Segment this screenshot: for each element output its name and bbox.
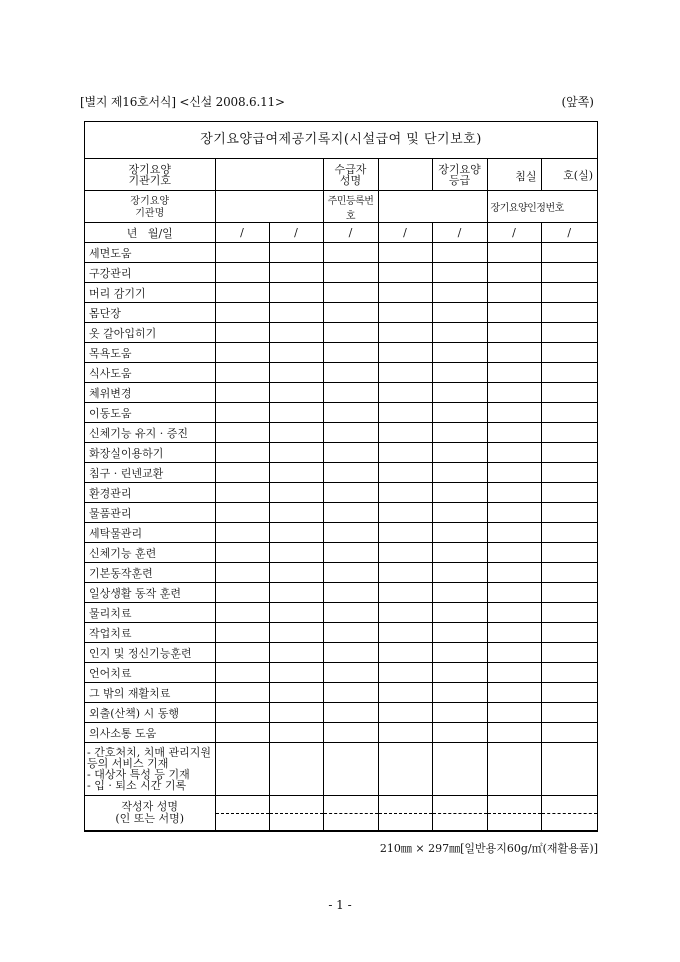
service-row-cell[interactable] bbox=[378, 263, 432, 283]
signature-cell[interactable] bbox=[432, 796, 487, 831]
service-row bbox=[85, 723, 597, 743]
record-table bbox=[85, 159, 597, 831]
service-row-cell[interactable] bbox=[215, 623, 269, 643]
service-row-cell[interactable] bbox=[541, 503, 597, 523]
service-row-cell[interactable] bbox=[215, 243, 269, 263]
service-row-cell[interactable] bbox=[323, 603, 378, 623]
service-row-label: 몸단장 bbox=[85, 303, 215, 323]
service-row-cell[interactable] bbox=[487, 443, 541, 463]
service-row-cell[interactable] bbox=[215, 503, 269, 523]
service-row-cell[interactable] bbox=[269, 703, 323, 723]
service-row-cell[interactable] bbox=[487, 483, 541, 503]
service-row-cell[interactable] bbox=[487, 523, 541, 543]
service-row-cell[interactable] bbox=[432, 403, 487, 423]
date-cell[interactable]: / bbox=[432, 223, 487, 243]
service-row-cell[interactable] bbox=[432, 603, 487, 623]
date-cell[interactable]: / bbox=[487, 223, 541, 243]
service-row-cell[interactable] bbox=[378, 423, 432, 443]
service-row-cell[interactable] bbox=[323, 363, 378, 383]
dashed-divider bbox=[270, 813, 323, 814]
service-row-label: 이동도움 bbox=[85, 403, 215, 423]
service-row-cell[interactable] bbox=[323, 583, 378, 603]
service-row-cell[interactable] bbox=[323, 683, 378, 703]
service-row-cell[interactable] bbox=[432, 283, 487, 303]
dashed-divider bbox=[324, 813, 378, 814]
date-label: 년 월/일 bbox=[85, 223, 215, 243]
service-row-cell[interactable] bbox=[215, 663, 269, 683]
service-row-cell[interactable] bbox=[487, 283, 541, 303]
service-row bbox=[85, 263, 597, 283]
service-row-cell[interactable] bbox=[432, 243, 487, 263]
service-row bbox=[85, 423, 597, 443]
service-row-cell[interactable] bbox=[487, 723, 541, 743]
service-row-cell[interactable] bbox=[269, 303, 323, 323]
form-title: 장기요양급여제공기록지(시설급여 및 단기보호) bbox=[85, 122, 597, 159]
service-row-cell[interactable] bbox=[323, 263, 378, 283]
service-row-cell[interactable] bbox=[269, 583, 323, 603]
service-row-cell[interactable] bbox=[487, 463, 541, 483]
service-row bbox=[85, 463, 597, 483]
service-row bbox=[85, 703, 597, 723]
record-form bbox=[84, 121, 598, 832]
service-row-cell[interactable] bbox=[269, 563, 323, 583]
cert-no-label: 장기요양인정번호 bbox=[490, 203, 564, 214]
service-row-cell[interactable] bbox=[541, 543, 597, 563]
service-row-cell[interactable] bbox=[215, 683, 269, 703]
service-row-cell[interactable] bbox=[432, 263, 487, 283]
service-row-cell[interactable] bbox=[323, 723, 378, 743]
service-row-label: 물품관리 bbox=[85, 503, 215, 523]
service-row-label: 환경관리 bbox=[85, 483, 215, 503]
service-row bbox=[85, 343, 597, 363]
service-row-cell[interactable] bbox=[432, 363, 487, 383]
service-row-cell[interactable] bbox=[487, 583, 541, 603]
service-row-cell[interactable] bbox=[269, 283, 323, 303]
service-row-cell[interactable] bbox=[215, 643, 269, 663]
service-row-cell[interactable] bbox=[269, 323, 323, 343]
service-row-label: 구강관리 bbox=[85, 263, 215, 283]
service-row-cell[interactable] bbox=[378, 543, 432, 563]
service-row-cell[interactable] bbox=[541, 283, 597, 303]
service-row-cell[interactable] bbox=[269, 263, 323, 283]
service-row-cell[interactable] bbox=[215, 523, 269, 543]
service-row-cell[interactable] bbox=[323, 503, 378, 523]
service-row-cell[interactable] bbox=[432, 503, 487, 523]
dashed-divider bbox=[488, 813, 541, 814]
service-row-cell[interactable] bbox=[269, 663, 323, 683]
signature-row-label: 작성자 성명 (인 또는 서명) bbox=[85, 796, 215, 831]
service-row-cell[interactable] bbox=[323, 463, 378, 483]
service-row-cell[interactable] bbox=[487, 543, 541, 563]
service-row-cell[interactable] bbox=[323, 283, 378, 303]
grade-field[interactable] bbox=[487, 159, 541, 191]
service-row-cell[interactable] bbox=[323, 443, 378, 463]
form-number: [별지 제16호서식] <신설 2008.6.11> bbox=[80, 95, 285, 109]
service-row-cell[interactable] bbox=[269, 443, 323, 463]
institution-name-field[interactable] bbox=[215, 191, 323, 223]
page-side-label: (앞쪽) bbox=[561, 95, 594, 109]
notes-row-cell[interactable] bbox=[378, 743, 432, 796]
service-row-cell[interactable] bbox=[269, 543, 323, 563]
service-row-cell[interactable] bbox=[487, 243, 541, 263]
date-cell[interactable]: / bbox=[378, 223, 432, 243]
service-row-cell[interactable] bbox=[541, 343, 597, 363]
service-row bbox=[85, 663, 597, 683]
service-row-cell[interactable] bbox=[215, 263, 269, 283]
service-row-label: 침구 · 린넨교환 bbox=[85, 463, 215, 483]
dashed-divider bbox=[433, 813, 487, 814]
service-row-cell[interactable] bbox=[432, 343, 487, 363]
service-row-cell[interactable] bbox=[541, 643, 597, 663]
signature-cell[interactable] bbox=[269, 796, 323, 831]
dashed-divider bbox=[542, 813, 598, 814]
service-row-cell[interactable] bbox=[269, 503, 323, 523]
service-row-cell[interactable] bbox=[541, 623, 597, 643]
service-row-cell[interactable] bbox=[378, 323, 432, 343]
service-row-cell[interactable] bbox=[487, 343, 541, 363]
service-row-cell[interactable] bbox=[378, 363, 432, 383]
service-row-cell[interactable] bbox=[378, 283, 432, 303]
service-row bbox=[85, 303, 597, 323]
service-row-label: 인지 및 정신기능훈련 bbox=[85, 643, 215, 663]
service-row-cell[interactable] bbox=[487, 363, 541, 383]
service-row-cell[interactable] bbox=[323, 323, 378, 343]
service-row bbox=[85, 683, 597, 703]
service-row-label: 기본동작훈련 bbox=[85, 563, 215, 583]
service-row-cell[interactable] bbox=[432, 643, 487, 663]
service-row-cell[interactable] bbox=[378, 303, 432, 323]
service-row bbox=[85, 243, 597, 263]
service-row-cell[interactable] bbox=[432, 683, 487, 703]
service-row-cell[interactable] bbox=[487, 423, 541, 443]
service-row bbox=[85, 563, 597, 583]
service-row-cell[interactable] bbox=[541, 463, 597, 483]
service-row bbox=[85, 363, 597, 383]
service-row-cell[interactable] bbox=[541, 323, 597, 343]
service-row-label: 세탁물관리 bbox=[85, 523, 215, 543]
service-row-cell[interactable] bbox=[541, 603, 597, 623]
service-row-cell[interactable] bbox=[215, 723, 269, 743]
service-row-cell[interactable] bbox=[487, 503, 541, 523]
service-row bbox=[85, 643, 597, 663]
service-row bbox=[85, 503, 597, 523]
service-row-cell[interactable] bbox=[215, 463, 269, 483]
service-row bbox=[85, 623, 597, 643]
service-row-cell[interactable] bbox=[323, 483, 378, 503]
cert-no-cell[interactable] bbox=[487, 191, 597, 223]
service-row-cell[interactable] bbox=[323, 523, 378, 543]
service-row-cell[interactable] bbox=[432, 523, 487, 543]
service-row bbox=[85, 383, 597, 403]
service-row-cell[interactable] bbox=[432, 483, 487, 503]
service-row-cell[interactable] bbox=[378, 703, 432, 723]
service-row-cell[interactable] bbox=[269, 363, 323, 383]
notes-row-cell[interactable] bbox=[541, 743, 597, 796]
service-row bbox=[85, 443, 597, 463]
service-row-cell[interactable] bbox=[215, 303, 269, 323]
service-row-cell[interactable] bbox=[541, 383, 597, 403]
service-row-label: 옷 갈아입히기 bbox=[85, 323, 215, 343]
service-row-cell[interactable] bbox=[269, 383, 323, 403]
service-row-cell[interactable] bbox=[269, 403, 323, 423]
service-row-cell[interactable] bbox=[487, 403, 541, 423]
service-row-label: 그 밖의 재활치료 bbox=[85, 683, 215, 703]
service-row-cell[interactable] bbox=[487, 683, 541, 703]
service-row-cell[interactable] bbox=[323, 343, 378, 363]
service-row-cell[interactable] bbox=[432, 563, 487, 583]
service-row-cell[interactable] bbox=[323, 703, 378, 723]
dashed-divider bbox=[216, 813, 269, 814]
service-row-cell[interactable] bbox=[378, 643, 432, 663]
service-row-cell[interactable] bbox=[269, 523, 323, 543]
resident-no-label: 주민등록번호 bbox=[323, 191, 378, 223]
institution-code-label bbox=[85, 159, 215, 191]
service-row-cell[interactable] bbox=[487, 643, 541, 663]
grade-label bbox=[432, 159, 487, 191]
service-row-cell[interactable] bbox=[541, 483, 597, 503]
service-row-cell[interactable] bbox=[432, 703, 487, 723]
service-row-cell[interactable] bbox=[323, 663, 378, 683]
service-row-cell[interactable] bbox=[269, 463, 323, 483]
service-row-cell[interactable] bbox=[378, 403, 432, 423]
service-row-cell[interactable] bbox=[541, 583, 597, 603]
signature-cell[interactable] bbox=[487, 796, 541, 831]
service-row-cell[interactable] bbox=[378, 443, 432, 463]
service-row-cell[interactable] bbox=[323, 543, 378, 563]
service-row bbox=[85, 603, 597, 623]
service-row-cell[interactable] bbox=[487, 303, 541, 323]
service-row-cell[interactable] bbox=[541, 523, 597, 543]
institution-name-label bbox=[85, 191, 215, 223]
service-row-cell[interactable] bbox=[541, 363, 597, 383]
service-row-cell[interactable] bbox=[378, 243, 432, 263]
service-row-label: 화장실이용하기 bbox=[85, 443, 215, 463]
date-cell[interactable]: / bbox=[323, 223, 378, 243]
notes-row-cell[interactable] bbox=[323, 743, 378, 796]
service-row-cell[interactable] bbox=[215, 603, 269, 623]
service-row bbox=[85, 283, 597, 303]
service-row-cell[interactable] bbox=[323, 303, 378, 323]
service-row-cell[interactable] bbox=[323, 383, 378, 403]
date-cell[interactable]: / bbox=[215, 223, 269, 243]
service-row-cell[interactable] bbox=[269, 243, 323, 263]
service-row-cell[interactable] bbox=[432, 663, 487, 683]
service-row-cell[interactable] bbox=[378, 383, 432, 403]
service-row-cell[interactable] bbox=[215, 443, 269, 463]
service-row bbox=[85, 323, 597, 343]
signature-cell[interactable] bbox=[215, 796, 269, 831]
service-row-label: 작업치료 bbox=[85, 623, 215, 643]
service-row-cell[interactable] bbox=[378, 343, 432, 363]
service-row-cell[interactable] bbox=[541, 263, 597, 283]
service-row-label: 세면도움 bbox=[85, 243, 215, 263]
service-row-cell[interactable] bbox=[541, 303, 597, 323]
service-row-label: 식사도움 bbox=[85, 363, 215, 383]
service-row-cell[interactable] bbox=[215, 483, 269, 503]
recipient-name-text: 수급자 성명 bbox=[334, 162, 367, 187]
institution-code-text: 장기요양 기관기호 bbox=[128, 162, 171, 187]
service-row-cell[interactable] bbox=[541, 683, 597, 703]
service-row-cell[interactable] bbox=[378, 523, 432, 543]
service-row-cell[interactable] bbox=[487, 703, 541, 723]
service-row-cell[interactable] bbox=[432, 623, 487, 643]
service-row-cell[interactable] bbox=[378, 503, 432, 523]
service-row-cell[interactable] bbox=[323, 623, 378, 643]
service-row-cell[interactable] bbox=[541, 723, 597, 743]
service-row-cell[interactable] bbox=[269, 603, 323, 623]
service-row-label: 물리치료 bbox=[85, 603, 215, 623]
room-suffix: 호(실) bbox=[563, 168, 593, 182]
paper-spec: 210㎜ × 297㎜[일반용지60g/㎡(재활용품)] bbox=[379, 842, 598, 855]
institution-name-text: 장기요양 기관명 bbox=[130, 195, 170, 219]
resident-no-field[interactable] bbox=[378, 191, 487, 223]
service-row-cell[interactable] bbox=[215, 403, 269, 423]
recipient-name-label bbox=[323, 159, 378, 191]
service-row-cell[interactable] bbox=[378, 463, 432, 483]
service-row-label: 목욕도움 bbox=[85, 343, 215, 363]
service-row-cell[interactable] bbox=[432, 543, 487, 563]
service-row-label: 체위변경 bbox=[85, 383, 215, 403]
page-number: - 1 - bbox=[328, 898, 352, 912]
service-row-cell[interactable] bbox=[269, 343, 323, 363]
room-field[interactable] bbox=[541, 159, 597, 191]
service-row-cell[interactable] bbox=[215, 703, 269, 723]
dashed-divider bbox=[379, 813, 432, 814]
service-row-label: 머리 감기기 bbox=[85, 283, 215, 303]
service-row-label: 언어치료 bbox=[85, 663, 215, 683]
service-row bbox=[85, 523, 597, 543]
service-row-cell[interactable] bbox=[215, 383, 269, 403]
service-row-cell[interactable] bbox=[487, 603, 541, 623]
service-row-cell[interactable] bbox=[432, 423, 487, 443]
service-row-cell[interactable] bbox=[215, 423, 269, 443]
signature-cell[interactable] bbox=[541, 796, 597, 831]
service-row-cell[interactable] bbox=[215, 343, 269, 363]
service-row-cell[interactable] bbox=[432, 583, 487, 603]
service-row-cell[interactable] bbox=[269, 623, 323, 643]
service-row bbox=[85, 543, 597, 563]
service-row-cell[interactable] bbox=[432, 303, 487, 323]
notes-row-cell[interactable] bbox=[269, 743, 323, 796]
service-row-label: 신체기능 훈련 bbox=[85, 543, 215, 563]
service-row-cell[interactable] bbox=[269, 483, 323, 503]
service-row-cell[interactable] bbox=[541, 423, 597, 443]
service-row-label: 의사소통 도움 bbox=[85, 723, 215, 743]
service-row-cell[interactable] bbox=[541, 243, 597, 263]
service-row-cell[interactable] bbox=[541, 403, 597, 423]
notes-row-cell[interactable] bbox=[432, 743, 487, 796]
service-row-cell[interactable] bbox=[269, 723, 323, 743]
service-row-cell[interactable] bbox=[541, 663, 597, 683]
service-row bbox=[85, 583, 597, 603]
service-row-cell[interactable] bbox=[378, 603, 432, 623]
service-row-cell[interactable] bbox=[378, 683, 432, 703]
notes-row-cell[interactable] bbox=[487, 743, 541, 796]
service-row-cell[interactable] bbox=[432, 723, 487, 743]
service-row-cell[interactable] bbox=[541, 703, 597, 723]
service-row-cell[interactable] bbox=[215, 283, 269, 303]
service-row-cell[interactable] bbox=[215, 363, 269, 383]
notes-row-cell[interactable] bbox=[215, 743, 269, 796]
service-row-cell[interactable] bbox=[378, 563, 432, 583]
service-row-cell[interactable] bbox=[432, 443, 487, 463]
service-row-cell[interactable] bbox=[215, 583, 269, 603]
service-row-cell[interactable] bbox=[269, 423, 323, 443]
service-row-cell[interactable] bbox=[323, 423, 378, 443]
service-row-cell[interactable] bbox=[269, 683, 323, 703]
service-row-label: 외출(산책) 시 동행 bbox=[85, 703, 215, 723]
service-row bbox=[85, 483, 597, 503]
signature-row bbox=[85, 796, 597, 831]
service-row-cell[interactable] bbox=[487, 623, 541, 643]
service-row-cell[interactable] bbox=[378, 663, 432, 683]
service-row-cell[interactable] bbox=[323, 403, 378, 423]
service-row-cell[interactable] bbox=[487, 323, 541, 343]
service-row-cell[interactable] bbox=[323, 243, 378, 263]
signature-cell[interactable] bbox=[378, 796, 432, 831]
service-row-cell[interactable] bbox=[215, 563, 269, 583]
grade-text: 장기요양 등급 bbox=[438, 162, 481, 187]
service-row-cell[interactable] bbox=[215, 543, 269, 563]
service-row-cell[interactable] bbox=[378, 623, 432, 643]
service-row-cell[interactable] bbox=[323, 643, 378, 663]
room-label: 침실 bbox=[515, 170, 537, 183]
recipient-name-field[interactable] bbox=[378, 159, 432, 191]
service-row-cell[interactable] bbox=[487, 663, 541, 683]
service-row-label: 신체기능 유지 · 증진 bbox=[85, 423, 215, 443]
signature-cell[interactable] bbox=[323, 796, 378, 831]
service-row-cell[interactable] bbox=[215, 323, 269, 343]
service-row-cell[interactable] bbox=[323, 563, 378, 583]
service-row-cell[interactable] bbox=[378, 583, 432, 603]
service-row-cell[interactable] bbox=[432, 463, 487, 483]
date-cell[interactable]: / bbox=[269, 223, 323, 243]
service-row-label: 일상생활 동작 훈련 bbox=[85, 583, 215, 603]
service-row-cell[interactable] bbox=[432, 323, 487, 343]
notes-row bbox=[85, 743, 597, 796]
institution-code-field[interactable] bbox=[215, 159, 323, 191]
service-row-cell[interactable] bbox=[269, 643, 323, 663]
service-row-cell[interactable] bbox=[487, 383, 541, 403]
service-row bbox=[85, 403, 597, 423]
date-cell[interactable]: / bbox=[541, 223, 597, 243]
service-row-cell[interactable] bbox=[487, 563, 541, 583]
service-row-cell[interactable] bbox=[541, 443, 597, 463]
service-row-cell[interactable] bbox=[378, 723, 432, 743]
service-row-cell[interactable] bbox=[487, 263, 541, 283]
service-row-cell[interactable] bbox=[378, 483, 432, 503]
notes-row-label: - 간호처치, 치매 관리지원 등의 서비스 기재 - 대상자 특성 등 기재 - 입 · 퇴소 시간 기록 bbox=[85, 743, 215, 796]
service-row-cell[interactable] bbox=[541, 563, 597, 583]
service-row-cell[interactable] bbox=[432, 383, 487, 403]
